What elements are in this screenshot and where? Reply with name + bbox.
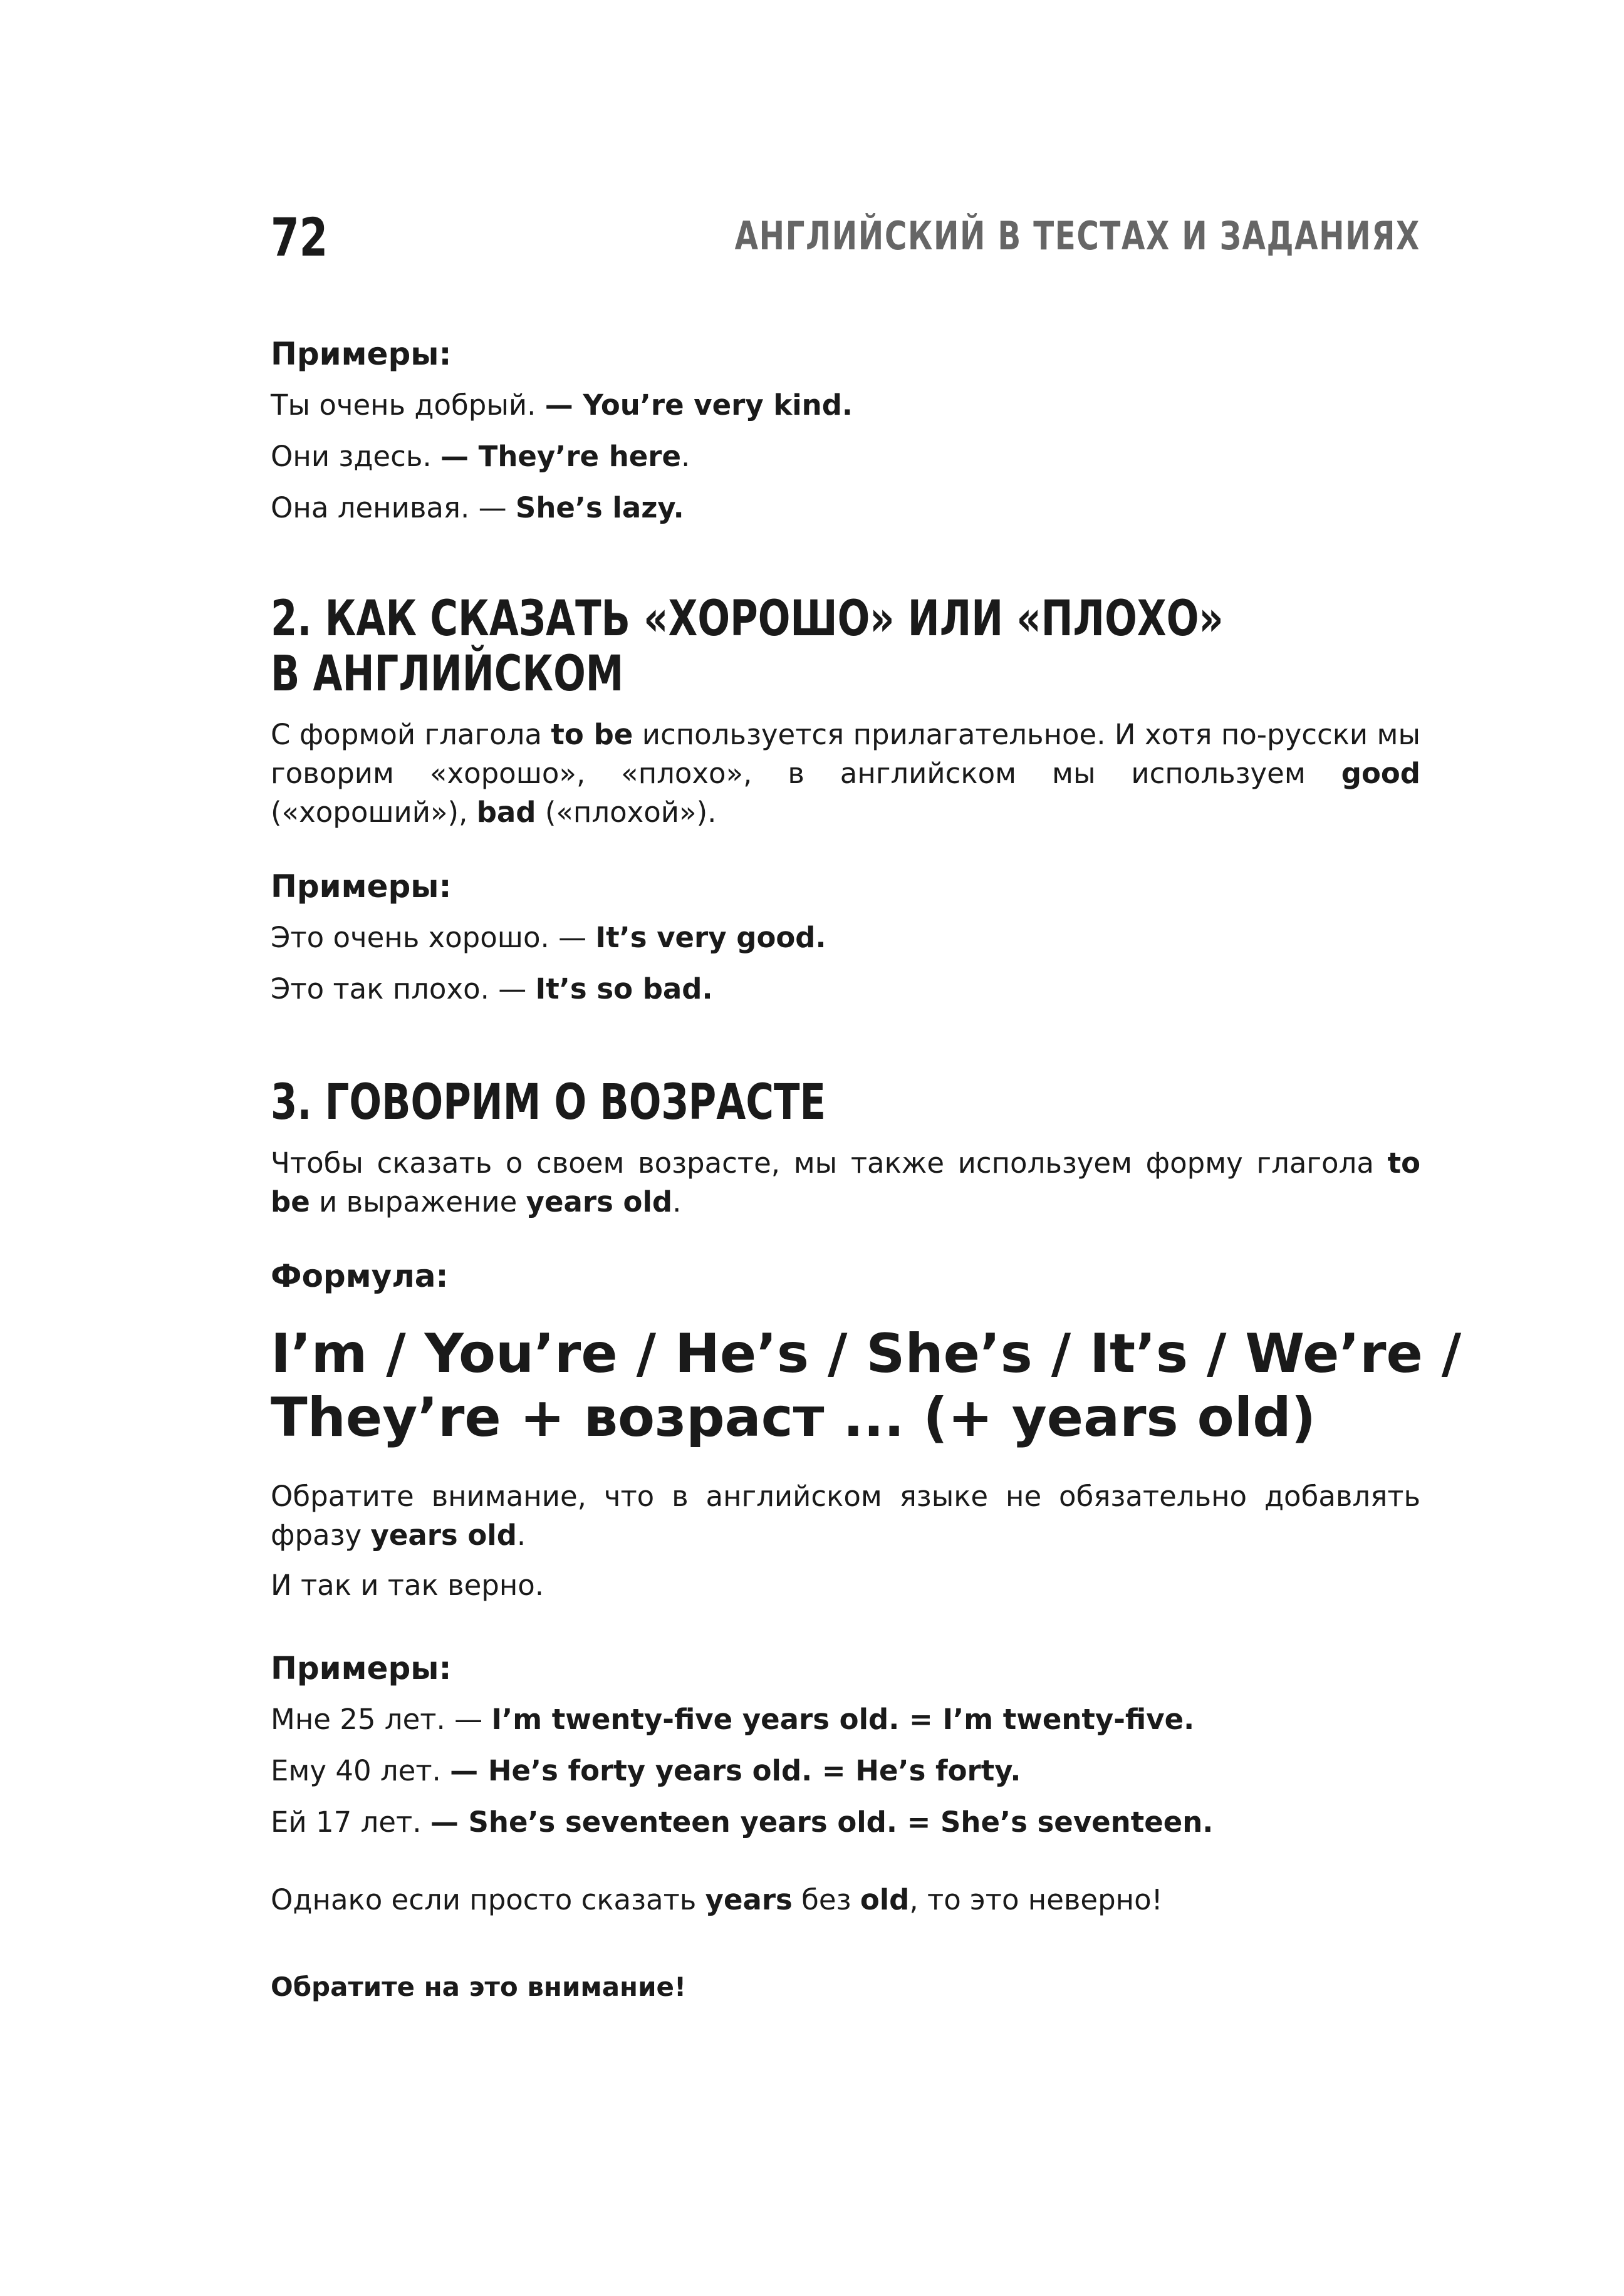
paragraph: Чтобы сказать о своем возрасте, мы также используем форму глагола to be и выражение years old. xyxy=(271,1146,1420,1218)
example-line: Ты очень добрый. — You’re very kind. xyxy=(271,388,853,422)
running-title: АНГЛИЙСКИЙ В ТЕСТАХ И ЗАДАНИЯХ xyxy=(734,213,1420,259)
example-line: Это очень хорошо. — It’s very good. xyxy=(271,921,826,954)
formula-line: I’m / You’re / He’s / She’s / It’s / We’re / xyxy=(271,1322,1462,1385)
example-line: Они здесь. — They’re here. xyxy=(271,440,690,473)
section-title: 2. КАК СКАЗАТЬ «ХОРОШО» ИЛИ «ПЛОХО» xyxy=(271,591,1224,647)
example-line: Она ленивая. — She’s lazy. xyxy=(271,491,684,524)
example-line: Ей 17 лет. — She’s seventeen years old. = She’s seventeen. xyxy=(271,1805,1214,1839)
examples-label: Примеры: xyxy=(271,1650,452,1686)
page-number: 72 xyxy=(271,207,328,268)
section-title: 3. ГОВОРИМ О ВОЗРАСТЕ xyxy=(271,1074,826,1131)
example-line: Это так плохо. — It’s so bad. xyxy=(271,972,713,1005)
formula-line: They’re + возраст ... (+ years old) xyxy=(271,1386,1316,1449)
paragraph: С формой глагола to be используется прилагательное. И хотя по-русски мы говорим «хорошо», «плохо», в английском мы используем good («хороший»), bad («плохой»). xyxy=(271,718,1420,829)
attention-note: Обратите на это внимание! xyxy=(271,1971,687,2002)
paragraph: Однако если просто сказать years без old, то это неверно! xyxy=(271,1883,1163,1916)
example-line: Ему 40 лет. — He’s forty years old. = He’s forty. xyxy=(271,1754,1021,1787)
paragraph: Обратите внимание, что в английском языке не обязательно добавлять фразу years old. xyxy=(271,1480,1420,1552)
formula-label: Формула: xyxy=(271,1258,449,1294)
page-content xyxy=(271,332,1462,2006)
example-line: Мне 25 лет. — I’m twenty-five years old. = I’m twenty-five. xyxy=(271,1703,1195,1736)
examples-label: Примеры: xyxy=(271,336,452,372)
paragraph: И так и так верно. xyxy=(271,1569,544,1602)
examples-label: Примеры: xyxy=(271,868,452,905)
section-title-cont: В АНГЛИЙСКОМ xyxy=(271,646,624,702)
